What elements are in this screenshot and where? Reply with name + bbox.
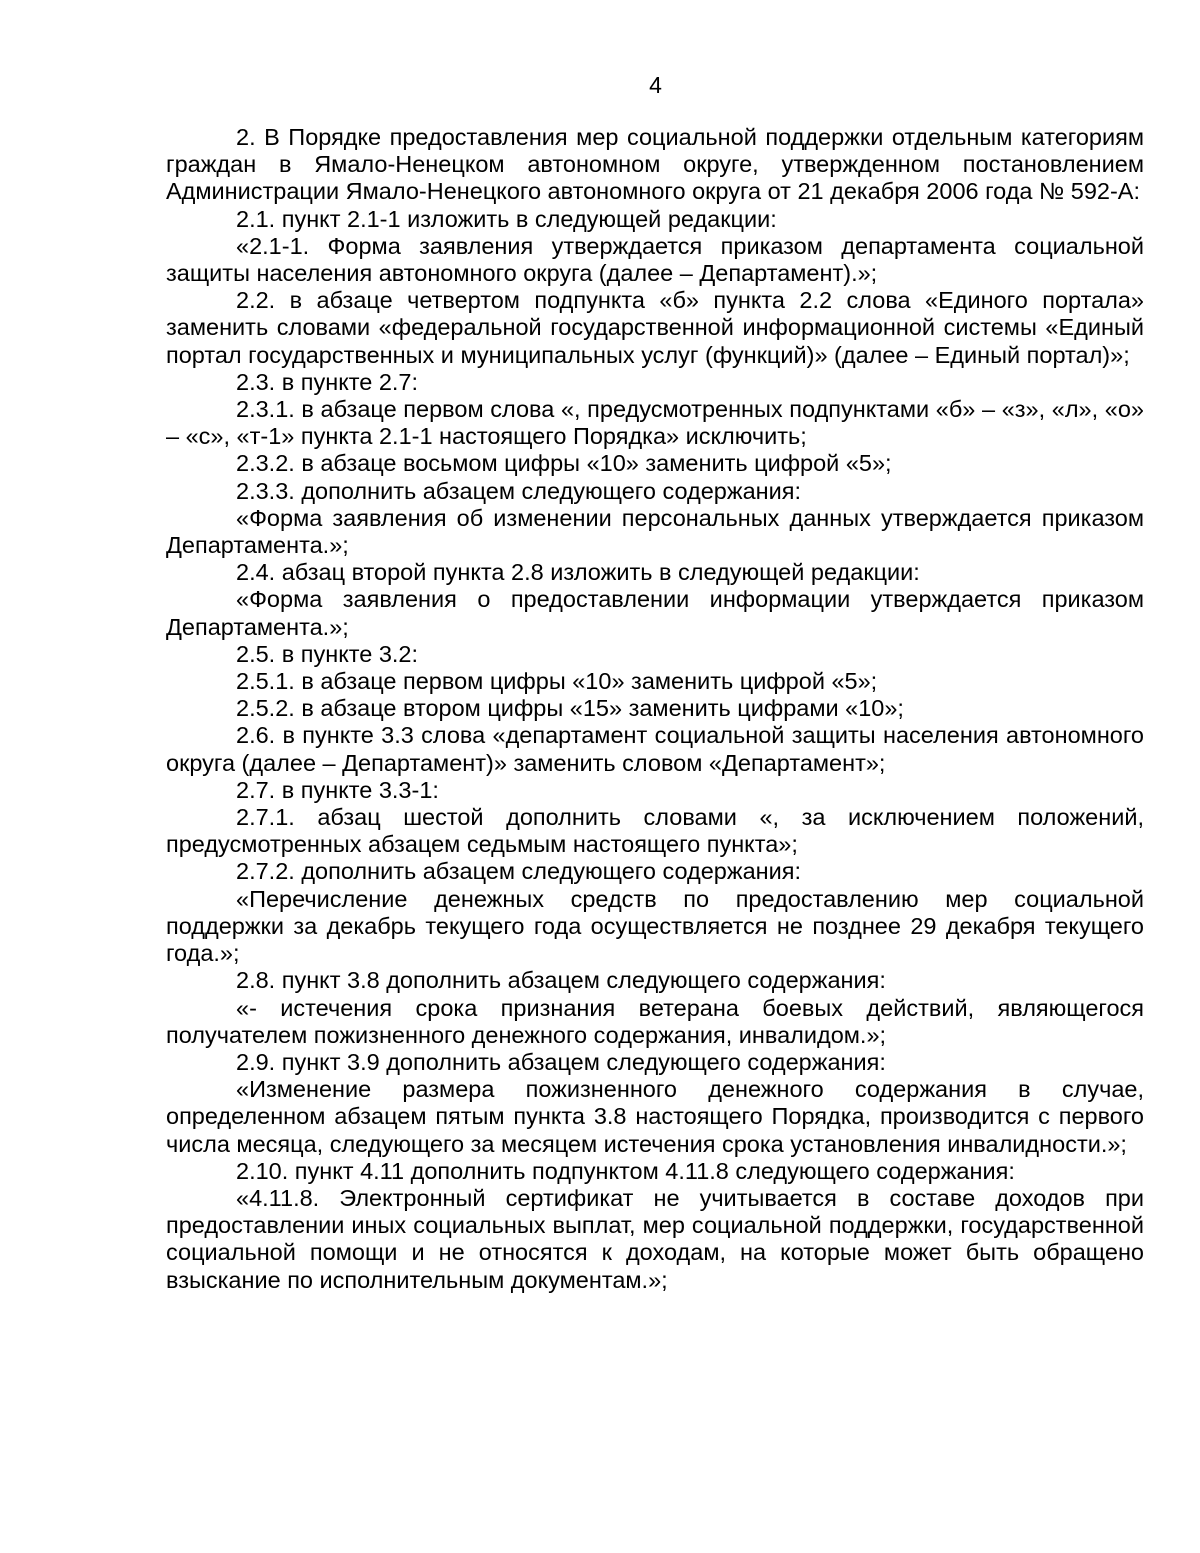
paragraph: 2.5.1. в абзаце первом цифры «10» заменить цифрой «5»; (236, 668, 878, 695)
paragraph: «Изменение размера пожизненного денежного содержания в случае, определенном абзацем пятым пункта 3.8 настоящего Порядка, производится с первого числа месяца, следующего за месяцем истечения срока установления инвалидности.»; (166, 1076, 1144, 1157)
paragraph: 2.5. в пункте 3.2: (236, 640, 419, 667)
paragraph: 2.7. в пункте 3.3-1: (236, 776, 439, 803)
paragraph: 2.4. абзац второй пункта 2.8 изложить в следующей редакции: (236, 559, 920, 586)
paragraph: 2.7.1. абзац шестой дополнить словами «, за исключением положений, предусмотренных абзацем седьмым настоящего пункта»; (166, 804, 1144, 858)
paragraph: 2.8. пункт 3.8 дополнить абзацем следующего содержания: (236, 967, 886, 994)
paragraph: 2.3. в пункте 2.7: (236, 368, 419, 395)
paragraph: 2.3.3. дополнить абзацем следующего содержания: (236, 477, 802, 504)
paragraph: «- истечения срока признания ветерана боевых действий, являющегося получателем пожизненного денежного содержания, инвалидом.»; (166, 994, 1144, 1048)
document-body (166, 124, 1144, 1294)
paragraph: 2.5.2. в абзаце втором цифры «15» заменить цифрами «10»; (236, 695, 904, 722)
paragraph: 2.1. пункт 2.1-1 изложить в следующей редакции: (236, 205, 777, 232)
paragraph: «Перечисление денежных средств по предоставлению мер социальной поддержки за декабрь текущего года осуществляется не позднее 29 декабря текущего года.»; (166, 885, 1144, 967)
paragraph: «4.11.8. Электронный сертификат не учитывается в составе доходов при предоставлении иных социальных выплат, мер социальной поддержки, государственной социальной помощи и не относятся к доходам, на которые может быть обращено взыскание по исполнительным документам.»; (166, 1184, 1144, 1293)
paragraph: 2.7.2. дополнить абзацем следующего содержания: (236, 858, 802, 885)
paragraph: 2. В Порядке предоставления мер социальной поддержки отдельным категориям граждан в Ямало-Ненецком автономном округе, утвержденном постановлением Администрации Ямало-Ненецкого автономного округа от 21 декабря 2006 года № 592-А: (166, 124, 1144, 205)
paragraph: 2.3.1. в абзаце первом слова «, предусмотренных подпунктами «б» – «з», «л», «о» – «с», «т-1» пункта 2.1-1 настоящего Порядка» исключить; (166, 396, 1144, 450)
paragraph: 2.6. в пункте 3.3 слова «департамент социальной защиты населения автономного округа (далее – Департамент)» заменить словом «Департамент»; (166, 722, 1144, 776)
paragraph: «2.1-1. Форма заявления утверждается приказом департамента социальной защиты населения автономного округа (далее – Департамент).»; (166, 232, 1144, 287)
paragraph: 2.9. пункт 3.9 дополнить абзацем следующего содержания: (236, 1048, 886, 1075)
paragraph: «Форма заявления об изменении персональных данных утверждается приказом Департамента.»; (166, 504, 1144, 559)
paragraph: 2.10. пункт 4.11 дополнить подпунктом 4.11.8 следующего содержания: (236, 1157, 1015, 1184)
page-number: 4 (649, 72, 662, 98)
paragraph: 2.2. в абзаце четвертом подпункта «б» пункта 2.2 слова «Единого портала» заменить словами «федеральной государственной информационной системы «Единый портал государственных и муниципальных услуг (функций)» (далее – Единый портал)»; (166, 287, 1144, 368)
paragraph: 2.3.2. в абзаце восьмом цифры «10» заменить цифрой «5»; (236, 450, 892, 477)
paragraph: «Форма заявления о предоставлении информации утверждается приказом Департамента.»; (166, 586, 1144, 640)
